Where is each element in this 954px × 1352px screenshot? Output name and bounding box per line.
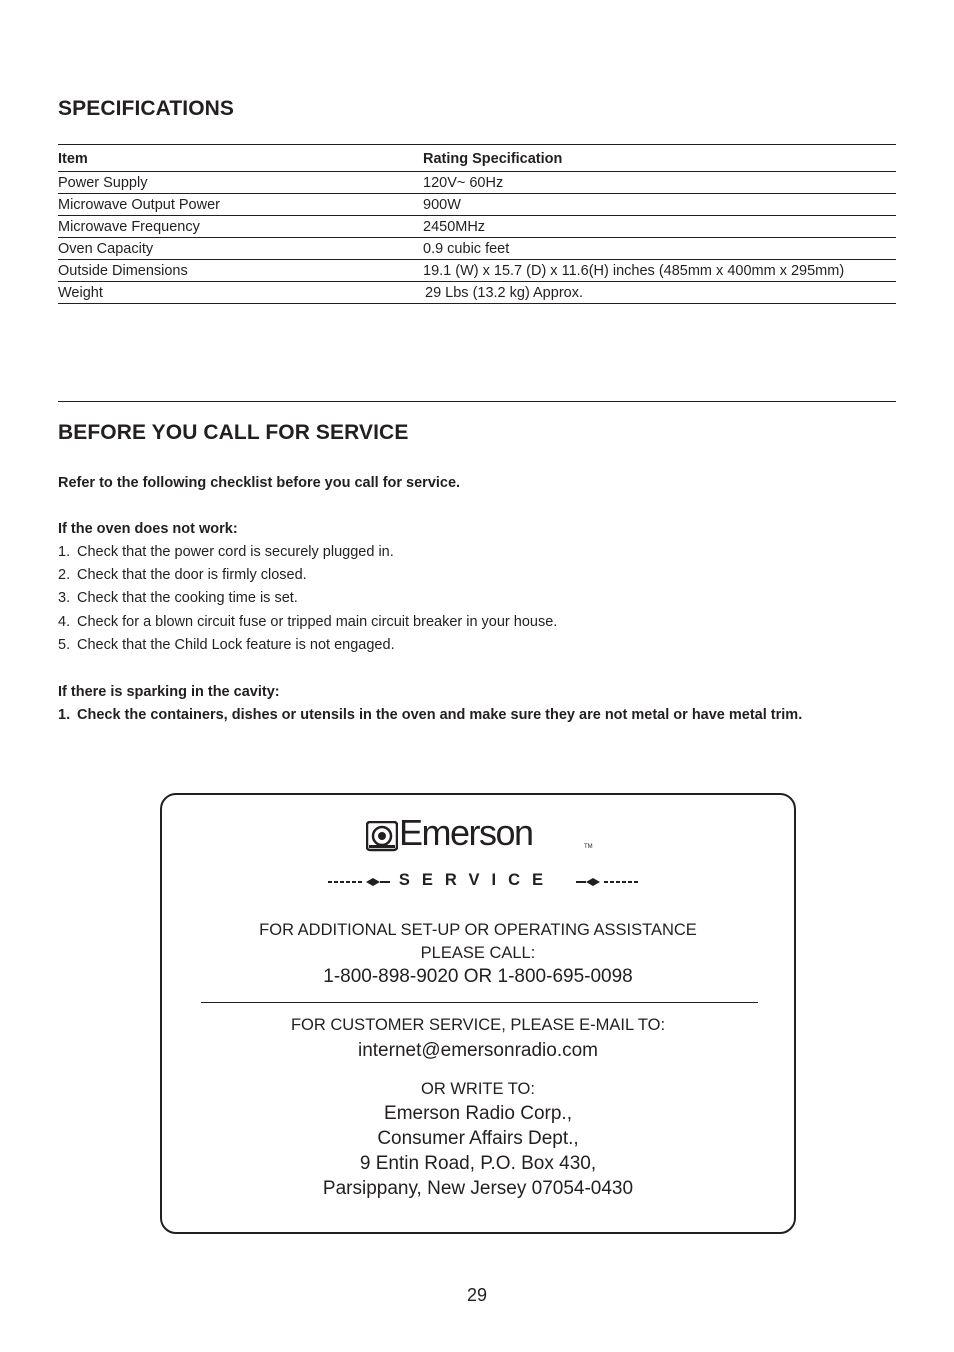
item-text: Check the containers, dishes or utensils in the oven and make sure they are not metal or have metal trim. — [77, 707, 803, 723]
item-text: Check that the power cord is securely plugged in. — [77, 544, 394, 560]
specifications-table — [58, 144, 896, 304]
spec-value: 19.1 (W) x 15.7 (D) x 11.6(H) inches (485mm x 400mm x 295mm) — [423, 263, 845, 279]
checklist-intro: Refer to the following checklist before you call for service. — [58, 475, 461, 491]
spec-value: 900W — [423, 197, 461, 213]
section-divider — [58, 401, 896, 402]
item-text: Check that the Child Lock feature is not engaged. — [77, 636, 395, 653]
header-item: Item — [58, 151, 88, 167]
spec-value: 29 Lbs (13.2 kg) Approx. — [425, 285, 583, 301]
table-row — [58, 282, 896, 304]
sparking-heading: If there is sparking in the cavity: — [58, 684, 280, 700]
header-rating: Rating Specification — [423, 151, 563, 167]
right-ornament-icon — [576, 878, 638, 886]
emerson-emblem-icon — [366, 821, 398, 853]
table-row — [58, 260, 896, 282]
item-number: 5. — [58, 636, 71, 653]
email-address: internet@emersonradio.com — [357, 1040, 598, 1061]
email-label: FOR CUSTOMER SERVICE, PLEASE E-MAIL TO: — [290, 1016, 666, 1034]
spec-item: Oven Capacity — [58, 241, 154, 257]
list-item — [58, 567, 557, 590]
item-number: 1. — [58, 544, 71, 560]
address-line: Emerson Radio Corp., — [384, 1103, 572, 1124]
write-label: OR WRITE TO: — [421, 1080, 535, 1098]
spec-value: 120V~ 60Hz — [423, 175, 504, 191]
item-number: 2. — [58, 567, 71, 584]
sparking-list — [58, 707, 802, 730]
table-row — [58, 194, 896, 216]
table-header-row — [58, 145, 896, 172]
not-work-heading: If the oven does not work: — [58, 521, 238, 537]
address-line: Consumer Affairs Dept., — [377, 1128, 579, 1149]
page-number: 29 — [466, 1285, 488, 1305]
table-row — [58, 172, 896, 194]
list-item — [58, 590, 557, 613]
assist-line-2: PLEASE CALL: — [420, 944, 536, 962]
spec-value: 0.9 cubic feet — [423, 241, 510, 257]
list-item — [58, 637, 557, 660]
list-item — [58, 707, 802, 730]
spec-item: Power Supply — [58, 175, 148, 191]
item-number: 1. — [58, 707, 71, 723]
address-line: Parsippany, New Jersey 07054-0430 — [322, 1178, 634, 1199]
list-item — [58, 544, 557, 567]
address-line: 9 Entin Road, P.O. Box 430, — [359, 1153, 597, 1174]
item-text: Check for a blown circuit fuse or tripped main circuit breaker in your house. — [77, 613, 558, 630]
logo-trademark: TM — [584, 844, 593, 850]
item-number: 3. — [58, 590, 71, 607]
phone-numbers: 1-800-898-9020 OR 1-800-695-0098 — [323, 966, 633, 987]
item-number: 4. — [58, 613, 71, 630]
service-label: SERVICE — [398, 871, 556, 889]
spec-item: Microwave Output Power — [58, 197, 220, 213]
table-row — [58, 238, 896, 260]
emerson-logo — [366, 812, 596, 853]
item-text: Check that the door is firmly closed. — [77, 567, 307, 584]
box-divider — [201, 1002, 758, 1003]
spec-item: Microwave Frequency — [58, 219, 200, 235]
list-item — [58, 614, 557, 637]
assist-line-1: FOR ADDITIONAL SET-UP OR OPERATING ASSISTANCE — [259, 921, 697, 939]
table-row — [58, 216, 896, 238]
spec-item: Outside Dimensions — [58, 263, 188, 279]
logo-wordmark: Emerson — [399, 812, 533, 853]
not-work-list — [58, 544, 557, 660]
item-text: Check that the cooking time is set. — [77, 590, 298, 607]
spec-value: 2450MHz — [423, 219, 486, 235]
spec-item: Weight — [58, 285, 103, 301]
service-section-title: BEFORE YOU CALL FOR SERVICE — [58, 421, 409, 444]
specifications-title: SPECIFICATIONS — [58, 97, 235, 120]
